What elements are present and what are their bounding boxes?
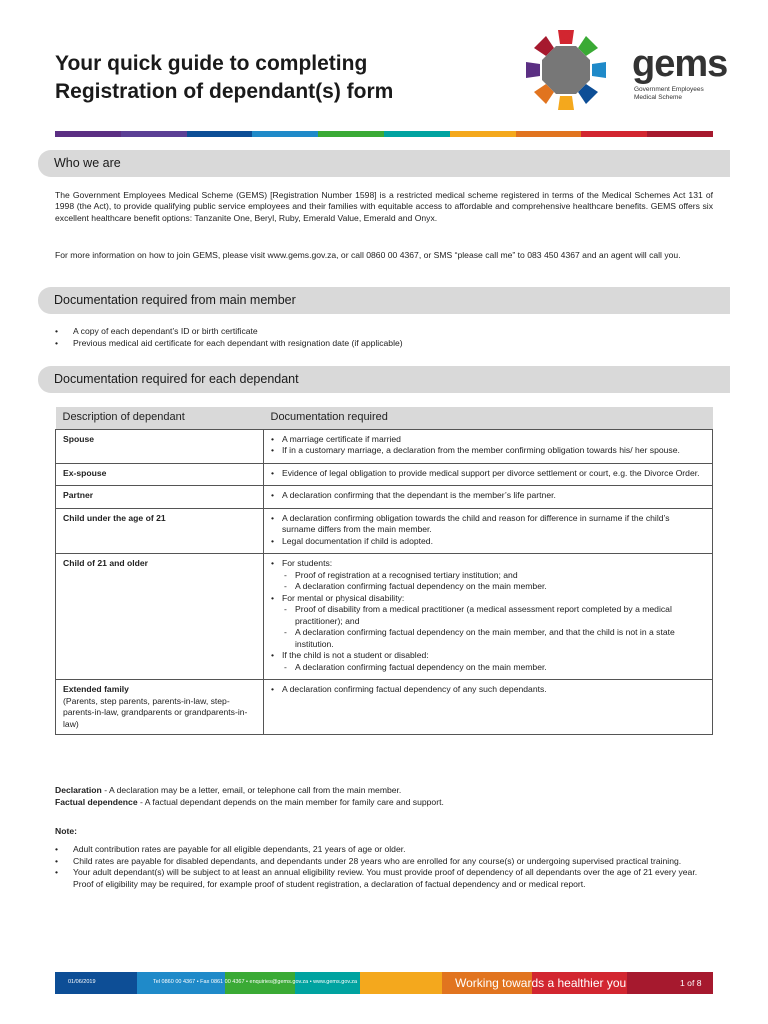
- stripe-segment: [450, 131, 516, 137]
- list-item: • If in a customary marriage, a declaration from the member confirming obligation towards his/ her spouse.: [271, 445, 705, 457]
- definition-term: Factual dependence: [55, 797, 138, 807]
- stripe-segment: [318, 131, 384, 137]
- who-paragraph-1: The Government Employees Medical Scheme (GEMS) [Registration Number 1598] is a restricted medical scheme registered in terms of the Medical Schemes Act 131 of 1998 (the Act), to provide qualifying public service employees and their families with equitable access to affordable and comprehensive healthcare benefits. GEMS offers six excellent healthcare benefit options: Tanzanite One, Beryl, Ruby, Emerald Value, Emerald and Onyx.: [55, 190, 713, 223]
- list-item: • A declaration confirming that the dependant is the member’s life partner.: [271, 490, 705, 502]
- stripe-segment: [647, 131, 713, 137]
- sub-list-item: - Proof of registration at a recognised tertiary institution; and: [282, 570, 705, 582]
- list-item: [271, 593, 705, 651]
- table-row: [56, 463, 713, 486]
- sub-list-item: - A declaration confirming factual dependency on the main member.: [282, 581, 705, 593]
- footer-date: 01/06/2019: [68, 979, 96, 985]
- sub-requirements-list: [282, 570, 705, 593]
- requirement-group-label: For students:: [282, 558, 333, 568]
- title-line-2: Registration of dependant(s) form: [55, 80, 394, 103]
- stripe-segment: [384, 131, 450, 137]
- table-row: [56, 554, 713, 680]
- requirement-group-label: For mental or physical disability:: [282, 592, 405, 603]
- title-line-1: Your quick guide to completing: [55, 52, 368, 75]
- stripe-segment: [121, 131, 187, 137]
- section-heading: Documentation required from main member: [54, 293, 296, 307]
- section-who-we-are: [38, 150, 730, 177]
- sub-list-item: - A declaration confirming factual dependency on the main member.: [282, 662, 705, 674]
- requirements-list: [271, 513, 705, 548]
- dependant-documentation-table: [55, 407, 713, 735]
- footer-contact: Tel 0860 00 4367 • Fax 0861 00 4367 • enquiries@gems.gov.za • www.gems.gov.za: [153, 979, 358, 985]
- table-row: [56, 486, 713, 509]
- section-heading: Documentation required for each dependant: [54, 372, 299, 386]
- requirements-list: [271, 490, 705, 502]
- list-item: • A copy of each dependant’s ID or birth certificate: [55, 325, 713, 337]
- gems-emblem-icon: [520, 24, 612, 116]
- sub-requirements-list: [282, 662, 705, 674]
- stripe-segment: [55, 131, 121, 137]
- section-each-dependant: [38, 366, 730, 393]
- table-row: [56, 508, 713, 554]
- dependant-type: Child under the age of 21: [63, 512, 166, 523]
- who-paragraph-2: For more information on how to join GEMS, please visit www.gems.gov.za, or call 0860 00 4367, or SMS “please call me” to 083 450 4367 and an agent will call you.: [55, 250, 681, 260]
- list-item: • Your adult dependant(s) will be subject to at least an annual eligibility review. You must provide proof of dependency of all dependants over the age of 21 every year. Proof of eligibility may be required, for example proof of student registration, a declaration of factual dependency and or medical report.: [55, 867, 713, 890]
- list-item: • Evidence of legal obligation to provide medical support per divorce settlement or court, e.g. the Divorce Order.: [271, 468, 705, 480]
- logo-subtitle: [634, 86, 724, 102]
- list-item: • Legal documentation if child is adopted.: [271, 536, 705, 548]
- definition-declaration: [55, 784, 444, 796]
- note-title: Note:: [55, 826, 77, 836]
- definition-text: - A factual dependant depends on the main member for family care and support.: [137, 797, 444, 807]
- list-item: • Adult contribution rates are payable for all eligible dependants, 21 years of age or older.: [55, 844, 713, 856]
- definition-text: - A declaration may be a letter, email, or telephone call from the main member.: [101, 785, 402, 795]
- requirements-list: [271, 468, 705, 480]
- table-row: [56, 429, 713, 463]
- dependant-type-detail: (Parents, step parents, parents-in-law, step-parents-in-law, grandparents or grandparents-in-law): [63, 695, 248, 729]
- column-header-documentation: Documentation required: [264, 407, 713, 429]
- page-title: [55, 50, 393, 106]
- stripe-segment: [252, 131, 318, 137]
- table-header-row: [56, 407, 713, 429]
- requirements-list: [271, 684, 705, 696]
- main-member-list: [55, 325, 713, 349]
- definition-factual-dependence: [55, 796, 444, 808]
- list-item: • A declaration confirming obligation towards the child and reason for difference in surname if the child’s surname differs from the main member.: [271, 513, 705, 536]
- section-main-member: [38, 287, 730, 314]
- sub-list-item: - Proof of disability from a medical practitioner (a medical assessment report completed by a medical practitioner); and: [282, 604, 705, 627]
- requirements-list: [271, 434, 705, 457]
- list-item: • A declaration confirming factual dependency of any such dependants.: [271, 684, 705, 696]
- table-row: [56, 680, 713, 735]
- footer-segment: [360, 972, 442, 994]
- list-item: [271, 650, 705, 673]
- stripe-segment: [581, 131, 647, 137]
- gems-logo: [520, 24, 728, 116]
- list-item: [271, 558, 705, 593]
- stripe-segment: [516, 131, 582, 137]
- logo-wordmark: gems: [632, 43, 728, 85]
- page-number: 1 of 8: [680, 978, 702, 988]
- dependant-type: Extended family: [63, 684, 129, 694]
- color-stripe: [55, 131, 713, 137]
- list-item: • A marriage certificate if married: [271, 434, 705, 446]
- requirement-group-label: If the child is not a student or disabled:: [282, 650, 429, 660]
- logo-sub-line-2: Medical Scheme: [634, 94, 683, 101]
- requirements-list: [271, 558, 705, 673]
- logo-sub-line-1: Government Employees: [634, 86, 704, 93]
- column-header-description: Description of dependant: [56, 407, 264, 429]
- note-list: [55, 844, 713, 890]
- sub-requirements-list: [282, 604, 705, 650]
- dependant-type: Partner: [63, 490, 94, 500]
- list-item: • Previous medical aid certificate for each dependant with resignation date (if applicable): [55, 337, 713, 349]
- definition-term: Declaration: [55, 785, 102, 795]
- stripe-segment: [187, 131, 253, 137]
- list-item: • Child rates are payable for disabled dependants, and dependants under 28 years who are enrolled for any course(s) or undergoing supervised practical training.: [55, 856, 713, 868]
- dependant-type: Spouse: [63, 433, 95, 444]
- definitions: [55, 784, 444, 808]
- dependant-type: Child of 21 and older: [63, 558, 148, 568]
- sub-list-item: - A declaration confirming factual dependency on the main member, and that the child is not in a state institution.: [282, 627, 705, 650]
- footer-slogan: Working towards a healthier you: [455, 976, 627, 990]
- dependant-type: Ex-spouse: [63, 467, 107, 478]
- section-heading: Who we are: [54, 156, 121, 170]
